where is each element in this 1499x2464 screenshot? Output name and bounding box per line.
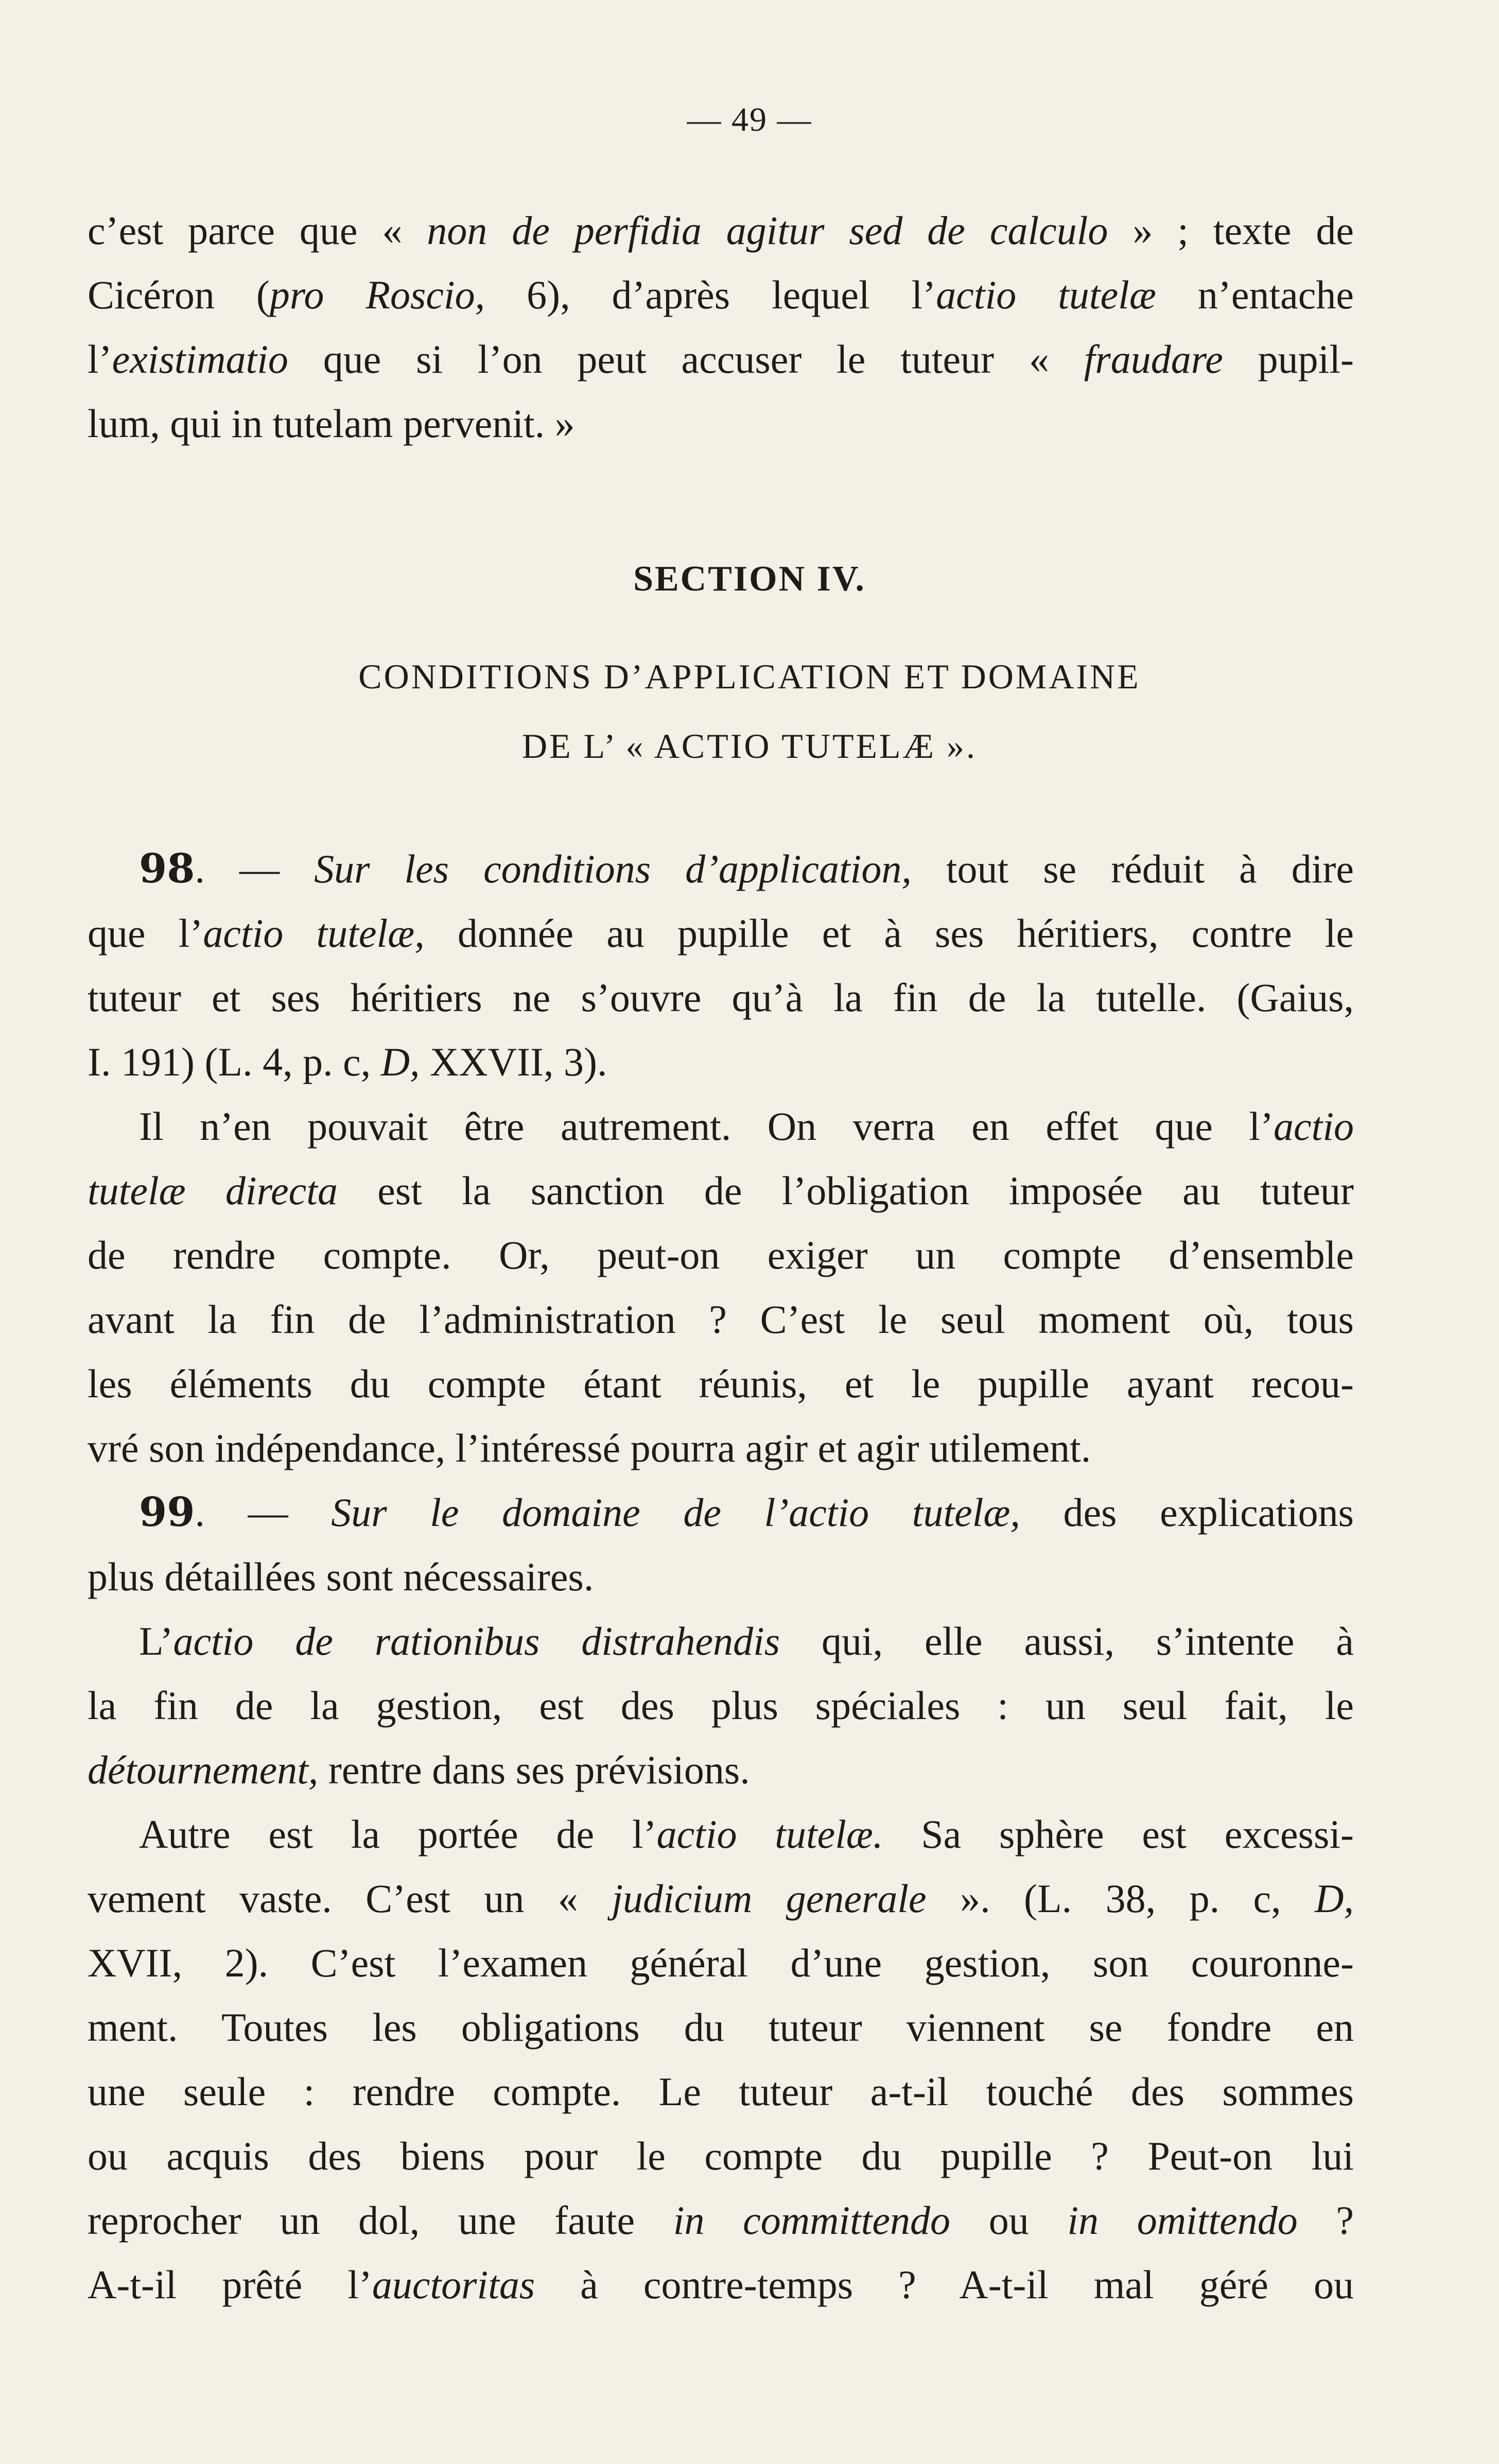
section-title: SECTION IV. [633,559,866,599]
text-line: I. 191) (L. 4, p. c, D, XXVII, 3). [88,1039,607,1084]
paragraph-number: 99 [139,1489,195,1536]
text-line: vré son indépendance, l’intéressé pourra agir et agir utilement. [88,1426,1091,1470]
paragraph-number: 98 [139,845,195,892]
text-line: les éléments du compte étant réunis, et le pupille ayant recou- [88,1361,1354,1406]
intro-paragraph [88,198,1354,456]
section-subtitle-line-2: DE L’ « ACTIO TUTELÆ ». [521,726,978,766]
text-line: Il n’en pouvait être autrement. On verra en effet que l’actio [139,1104,1354,1149]
text-line: que l’actio tutelæ, donnée au pupille et à ses héritiers, contre le [88,911,1354,956]
text-line: de rendre compte. Or, peut-on exiger un compte d’ensemble [88,1233,1354,1277]
paragraph-98 [88,837,1354,1480]
text-line: Autre est la portée de l’actio tutelæ. Sa sphère est excessi- [139,1812,1354,1856]
text-line: Cicéron (pro Roscio, 6), d’après lequel l’actio tutelæ n’entache [88,272,1354,317]
page-number: — 49 — [687,101,812,138]
text-line: plus détaillées sont nécessaires. [88,1554,594,1599]
text-line: 98. — Sur les conditions d’application, tout se réduit à dire [139,845,1354,892]
text-line: avant la fin de l’administration ? C’est le seul moment où, tous [88,1297,1354,1342]
text-line: vement vaste. C’est un « judicium generale ». (L. 38, p. c, D, [88,1876,1354,1921]
text-line: reprocher un dol, une faute in committendo ou in omittendo ? [88,2198,1354,2243]
paragraph-99 [88,1480,1354,2317]
text-line: l’existimatio que si l’on peut accuser le tuteur « fraudare pupil- [88,337,1354,381]
text-line: la fin de la gestion, est des plus spéciales : un seul fait, le [88,1683,1354,1728]
text-line: tutelæ directa est la sanction de l’obligation imposée au tuteur [88,1168,1354,1213]
text-line: une seule : rendre compte. Le tuteur a-t-il touché des sommes [88,2069,1354,2114]
text-line: A-t-il prêté l’auctoritas à contre-temps ? A-t-il mal géré ou [88,2262,1354,2307]
text-line: L’actio de rationibus distrahendis qui, elle aussi, s’intente à [139,1619,1354,1663]
text-line: tuteur et ses héritiers ne s’ouvre qu’à la fin de la tutelle. (Gaius, [88,975,1354,1020]
text-line: ou acquis des biens pour le compte du pupille ? Peut-on lui [88,2133,1354,2178]
text-line: 99. — Sur le domaine de l’actio tutelæ, des explications [139,1489,1354,1536]
text-line: ment. Toutes les obligations du tuteur viennent se fondre en [88,2005,1354,2050]
text-line: XVII, 2). C’est l’examen général d’une gestion, son couronne- [88,1940,1354,1985]
section-subtitle-line-1: CONDITIONS D’APPLICATION ET DOMAINE [358,657,1141,696]
text-line: c’est parce que « non de perfidia agitur sed de calculo » ; texte de [88,208,1354,253]
text-line: détournement, rentre dans ses prévisions. [88,1747,750,1792]
text-line: lum, qui in tutelam pervenit. » [88,401,575,446]
